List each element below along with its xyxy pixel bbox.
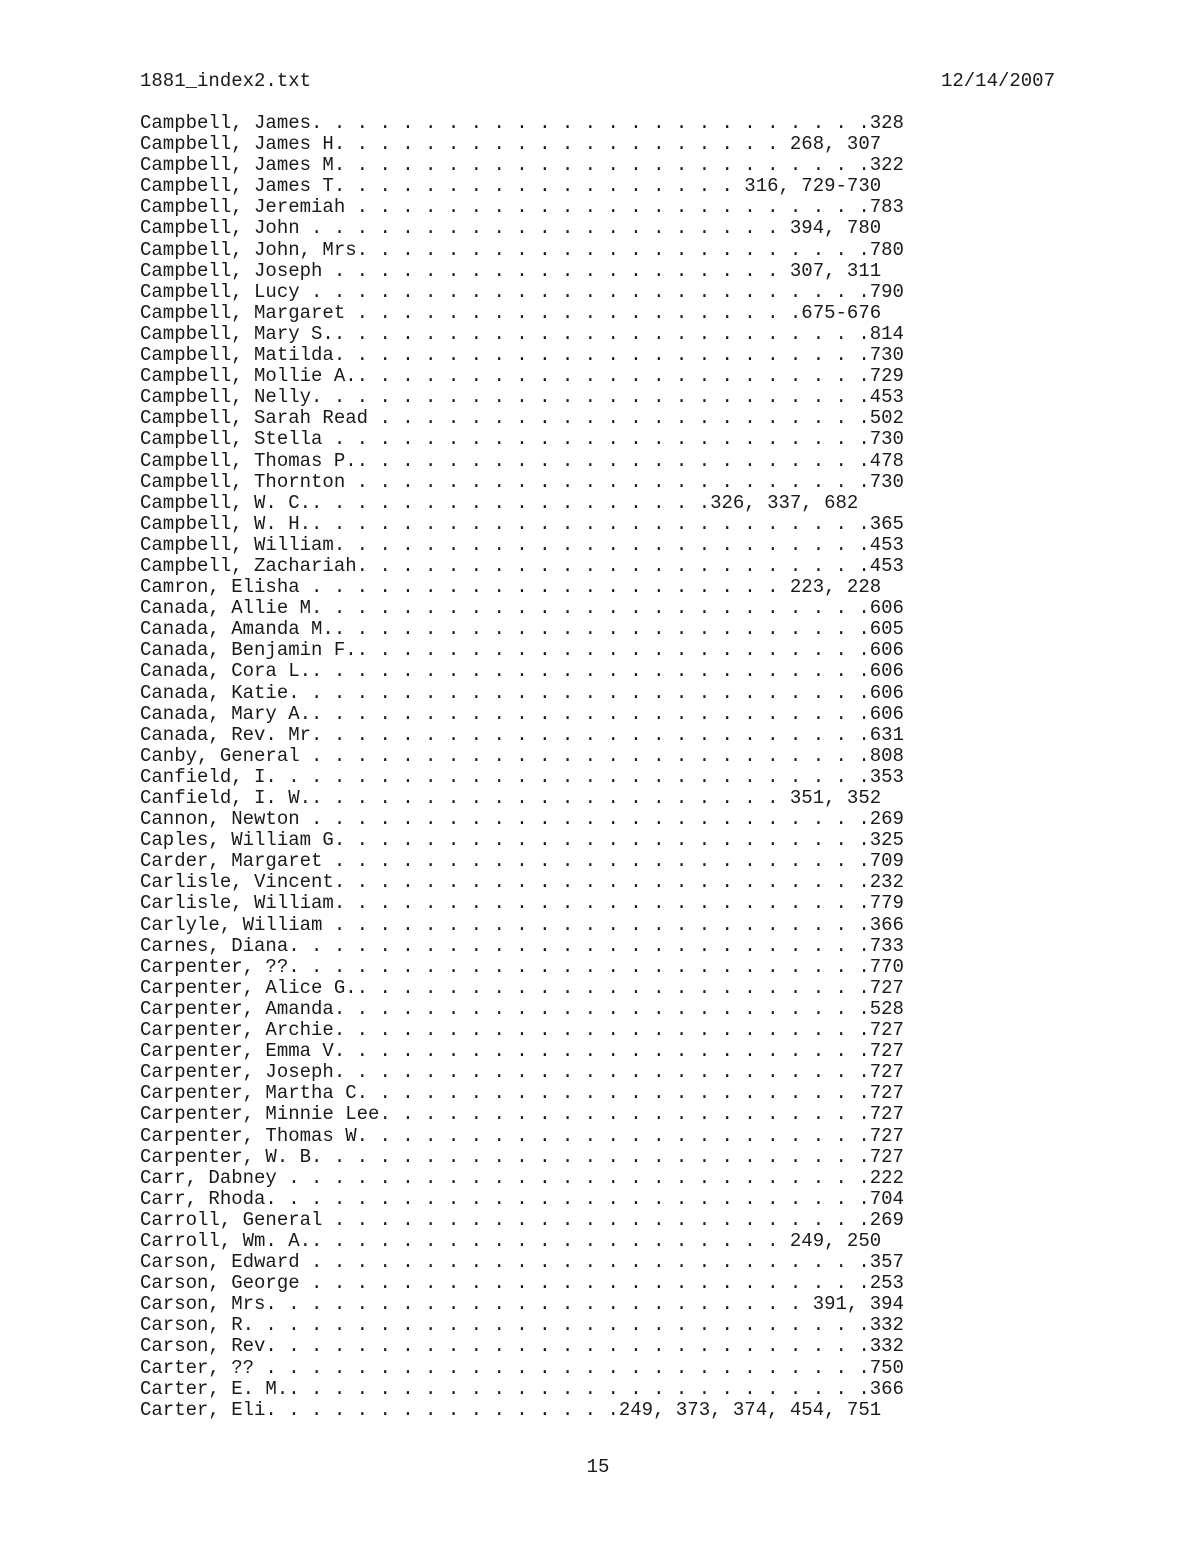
index-entry: Campbell, Mary S.. . . . . . . . . . . . . . . . . . . . . . . .814: [140, 322, 904, 345]
index-entry: Carpenter, Archie. . . . . . . . . . . . . . . . . . . . . . . .727: [140, 1019, 904, 1042]
index-entry: Campbell, Sarah Read . . . . . . . . . . . . . . . . . . . . . .502: [140, 407, 904, 430]
index-entry: Carpenter, Amanda. . . . . . . . . . . . . . . . . . . . . . . .528: [140, 997, 904, 1020]
index-entry: Canada, Amanda M.. . . . . . . . . . . . . . . . . . . . . . . .605: [140, 618, 904, 641]
print-date: 12/14/2007: [940, 70, 1055, 92]
index-entry: Campbell, Jeremiah . . . . . . . . . . . . . . . . . . . . . . .783: [140, 196, 904, 219]
file-name: 1881_index2.txt: [140, 70, 312, 92]
index-entry: Campbell, Thomas P.. . . . . . . . . . . . . . . . . . . . . . .478: [140, 449, 904, 472]
index-entry: Carpenter, Martha C. . . . . . . . . . . . . . . . . . . . . . .727: [140, 1082, 904, 1105]
index-entry: Canada, Rev. Mr. . . . . . . . . . . . . . . . . . . . . . . . .631: [140, 723, 904, 746]
index-entry: Campbell, John . . . . . . . . . . . . . . . . . . . . . 394, 780: [140, 217, 882, 240]
index-entry: Canada, Allie M. . . . . . . . . . . . . . . . . . . . . . . . .606: [140, 597, 904, 620]
index-entry: Carlyle, William . . . . . . . . . . . . . . . . . . . . . . . .366: [140, 913, 904, 936]
index-entry: Canada, Cora L.. . . . . . . . . . . . . . . . . . . . . . . . .606: [140, 660, 904, 683]
index-entry: Carson, Rev. . . . . . . . . . . . . . . . . . . . . . . . . . .332: [140, 1335, 904, 1358]
index-entry: Carlisle, William. . . . . . . . . . . . . . . . . . . . . . . .779: [140, 892, 904, 915]
index-entry: Carr, Dabney . . . . . . . . . . . . . . . . . . . . . . . . . .222: [140, 1166, 904, 1189]
index-entry: Canada, Mary A.. . . . . . . . . . . . . . . . . . . . . . . . .606: [140, 702, 904, 725]
index-entry: Carpenter, Minnie Lee. . . . . . . . . . . . . . . . . . . . . .727: [140, 1103, 904, 1126]
index-entry: Carlisle, Vincent. . . . . . . . . . . . . . . . . . . . . . . .232: [140, 871, 904, 894]
index-entry: Campbell, W. H.. . . . . . . . . . . . . . . . . . . . . . . . .365: [140, 512, 904, 535]
index-entry: Campbell, Stella . . . . . . . . . . . . . . . . . . . . . . . .730: [140, 428, 904, 451]
index-entry: Campbell, James H. . . . . . . . . . . . . . . . . . . . 268, 307: [140, 133, 882, 156]
index-entry: Campbell, William. . . . . . . . . . . . . . . . . . . . . . . .453: [140, 533, 904, 556]
index-entry: Carter, Eli. . . . . . . . . . . . . . . .249, 373, 374, 454, 751: [140, 1398, 882, 1421]
index-list: [140, 113, 904, 1421]
index-entry: Carson, R. . . . . . . . . . . . . . . . . . . . . . . . . . . .332: [140, 1314, 904, 1337]
index-entry: Campbell, Thornton . . . . . . . . . . . . . . . . . . . . . . .730: [140, 470, 904, 493]
index-entry: Carter, E. M.. . . . . . . . . . . . . . . . . . . . . . . . . .366: [140, 1377, 904, 1400]
index-entry: Carpenter, Joseph. . . . . . . . . . . . . . . . . . . . . . . .727: [140, 1061, 904, 1084]
index-entry: Campbell, James T. . . . . . . . . . . . . . . . . . 316, 729-730: [140, 175, 882, 198]
index-entry: Carnes, Diana. . . . . . . . . . . . . . . . . . . . . . . . . .733: [140, 934, 904, 957]
index-entry: Caples, William G. . . . . . . . . . . . . . . . . . . . . . . .325: [140, 829, 904, 852]
index-entry: Canby, General . . . . . . . . . . . . . . . . . . . . . . . . .808: [140, 744, 904, 767]
index-entry: Campbell, James. . . . . . . . . . . . . . . . . . . . . . . . .328: [140, 112, 904, 134]
index-entry: Carson, Edward . . . . . . . . . . . . . . . . . . . . . . . . .357: [140, 1251, 904, 1274]
index-entry: Campbell, Matilda. . . . . . . . . . . . . . . . . . . . . . . .730: [140, 344, 904, 367]
index-entry: Carder, Margaret . . . . . . . . . . . . . . . . . . . . . . . .709: [140, 850, 904, 873]
index-entry: Campbell, Margaret . . . . . . . . . . . . . . . . . . . .675-676: [140, 301, 882, 324]
index-entry: Campbell, James M. . . . . . . . . . . . . . . . . . . . . . . .322: [140, 154, 904, 177]
page-number: 15: [586, 1456, 610, 1478]
index-entry: Campbell, Mollie A.. . . . . . . . . . . . . . . . . . . . . . .729: [140, 365, 904, 388]
index-entry: Campbell, Nelly. . . . . . . . . . . . . . . . . . . . . . . . .453: [140, 386, 904, 409]
index-entry: Canada, Benjamin F.. . . . . . . . . . . . . . . . . . . . . . .606: [140, 639, 904, 662]
index-entry: Campbell, W. C.. . . . . . . . . . . . . . . . . .326, 337, 682: [140, 491, 859, 514]
index-entry: Camron, Elisha . . . . . . . . . . . . . . . . . . . . . 223, 228: [140, 576, 882, 599]
index-entry: Carpenter, W. B. . . . . . . . . . . . . . . . . . . . . . . . .727: [140, 1145, 904, 1168]
index-entry: Carroll, General . . . . . . . . . . . . . . . . . . . . . . . .269: [140, 1208, 904, 1231]
index-entry: Campbell, Zachariah. . . . . . . . . . . . . . . . . . . . . . .453: [140, 554, 904, 577]
index-entry: Carpenter, Emma V. . . . . . . . . . . . . . . . . . . . . . . .727: [140, 1040, 904, 1063]
index-entry: Campbell, Lucy . . . . . . . . . . . . . . . . . . . . . . . . .790: [140, 280, 904, 303]
index-entry: Campbell, John, Mrs. . . . . . . . . . . . . . . . . . . . . . .780: [140, 238, 904, 261]
index-entry: Carson, Mrs. . . . . . . . . . . . . . . . . . . . . . . . 391, 394: [140, 1293, 904, 1316]
index-entry: Carroll, Wm. A.. . . . . . . . . . . . . . . . . . . . . 249, 250: [140, 1229, 882, 1252]
index-entry: Campbell, Joseph . . . . . . . . . . . . . . . . . . . . 307, 311: [140, 259, 882, 282]
index-entry: Carpenter, Thomas W. . . . . . . . . . . . . . . . . . . . . . .727: [140, 1124, 904, 1147]
index-entry: Canfield, I. W.. . . . . . . . . . . . . . . . . . . . . 351, 352: [140, 787, 882, 809]
index-entry: Carpenter, Alice G.. . . . . . . . . . . . . . . . . . . . . . .727: [140, 976, 904, 999]
index-entry: Carr, Rhoda. . . . . . . . . . . . . . . . . . . . . . . . . . .704: [140, 1187, 904, 1210]
index-entry: Carter, ?? . . . . . . . . . . . . . . . . . . . . . . . . . . .750: [140, 1356, 904, 1379]
index-entry: Carson, George . . . . . . . . . . . . . . . . . . . . . . . . .253: [140, 1272, 904, 1295]
index-entry: Cannon, Newton . . . . . . . . . . . . . . . . . . . . . . . . .269: [140, 808, 904, 831]
index-entry: Canfield, I. . . . . . . . . . . . . . . . . . . . . . . . . . .353: [140, 765, 904, 788]
index-entry: Carpenter, ??. . . . . . . . . . . . . . . . . . . . . . . . . .770: [140, 955, 904, 978]
index-entry: Canada, Katie. . . . . . . . . . . . . . . . . . . . . . . . . .606: [140, 681, 904, 704]
